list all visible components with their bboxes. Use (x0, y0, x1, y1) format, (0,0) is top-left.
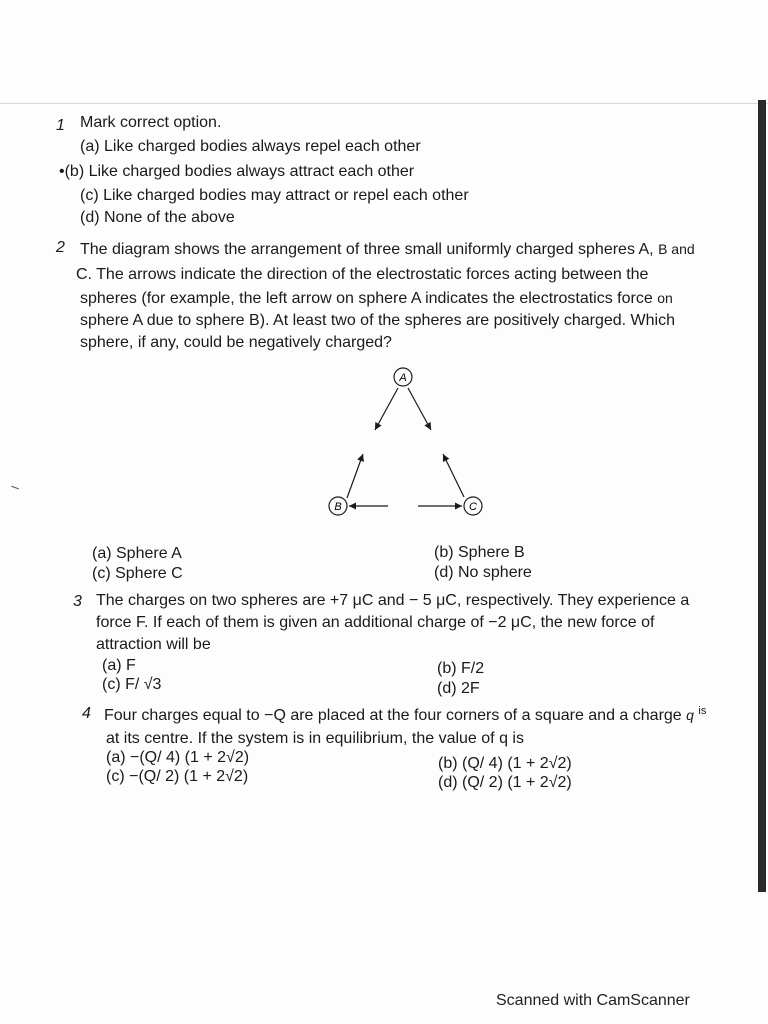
page-top-edge (0, 103, 768, 104)
q2-line-1-text: The diagram shows the arrangement of three small uniformly charged spheres A, (80, 241, 654, 258)
q2-number: 2 (56, 239, 65, 256)
q3-line-3: attraction will be (96, 636, 211, 653)
scan-right-edge (758, 100, 766, 892)
q4-line-2: at its centre. If the system is in equilibrium, the value of q is (106, 730, 524, 747)
q2-line-1 (80, 239, 695, 260)
q2-option-c: (c) Sphere C (92, 565, 183, 582)
q3-line-1-tail: a (680, 592, 690, 609)
arrow-a-left (375, 388, 398, 430)
q2-option-b: (b) Sphere B (434, 544, 525, 561)
arrow-b-up (347, 454, 363, 498)
q4-option-d: (d) (Q/ 2) (1 + 2√2) (438, 774, 572, 791)
q4-line-1 (104, 705, 706, 727)
q1-option-a: (a) Like charged bodies always repel each other (80, 138, 421, 155)
arrow-c-up (443, 454, 464, 497)
q1-option-d: (d) None of the above (80, 209, 235, 226)
q2-line-3-tail: on (657, 290, 673, 306)
q2-line-1-tail: B and (658, 241, 695, 257)
q2-line-5: sphere, if any, could be negatively charged? (80, 334, 392, 351)
q2-option-a: (a) Sphere A (92, 545, 182, 562)
q1-number: 1 (56, 117, 65, 134)
spheres-diagram (300, 360, 500, 520)
q2-line-2: C. The arrows indicate the direction of the electrostatic forces acting between the (76, 266, 649, 283)
q1-stem: Mark correct option. (80, 114, 222, 131)
q3-option-a: (a) F (102, 657, 136, 674)
q3-option-b: (b) F/2 (437, 660, 485, 677)
scan-speck (11, 486, 19, 490)
q4-line-1-text: Four charges equal to −Q are placed at the four corners of a square and a charge (104, 707, 682, 724)
q3-number: 3 (73, 593, 82, 610)
q2-line-3 (80, 288, 673, 309)
arrow-a-right (408, 388, 431, 430)
q1-option-b: •(b) Like charged bodies always attract each other (59, 163, 415, 180)
q4-line-1-is: is (698, 705, 707, 717)
q4-option-c: (c) −(Q/ 2) (1 + 2√2) (106, 768, 249, 785)
q4-line-1-q: q (686, 707, 694, 723)
q4-option-a: (a) −(Q/ 4) (1 + 2√2) (106, 749, 250, 766)
q4-number: 4 (82, 705, 91, 722)
sphere-b-label: B (334, 501, 342, 513)
q3-option-d: (d) 2F (437, 680, 480, 697)
q3-line-1 (96, 591, 689, 611)
q2-option-d: (d) No sphere (434, 564, 532, 581)
q3-line-2: force F. If each of them is given an additional charge of −2 μC, the new force of (96, 614, 655, 631)
q4-option-b: (b) (Q/ 4) (1 + 2√2) (438, 755, 572, 772)
q2-line-3-text: spheres (for example, the left arrow on sphere A indicates the electrostatics force (80, 290, 653, 307)
sphere-a-label: A (399, 372, 407, 384)
q3-line-1-text: The charges on two spheres are +7 μC and − 5 μC, respectively. They experience (96, 592, 676, 609)
sphere-c-label: C (469, 501, 477, 513)
q3-option-c: (c) F/ √3 (102, 676, 162, 693)
q1-option-c: (c) Like charged bodies may attract or repel each other (80, 187, 469, 204)
q2-line-4: sphere A due to sphere B). At least two of the spheres are positively charged. Which (80, 312, 675, 329)
scanner-watermark: Scanned with CamScanner (496, 992, 690, 1009)
